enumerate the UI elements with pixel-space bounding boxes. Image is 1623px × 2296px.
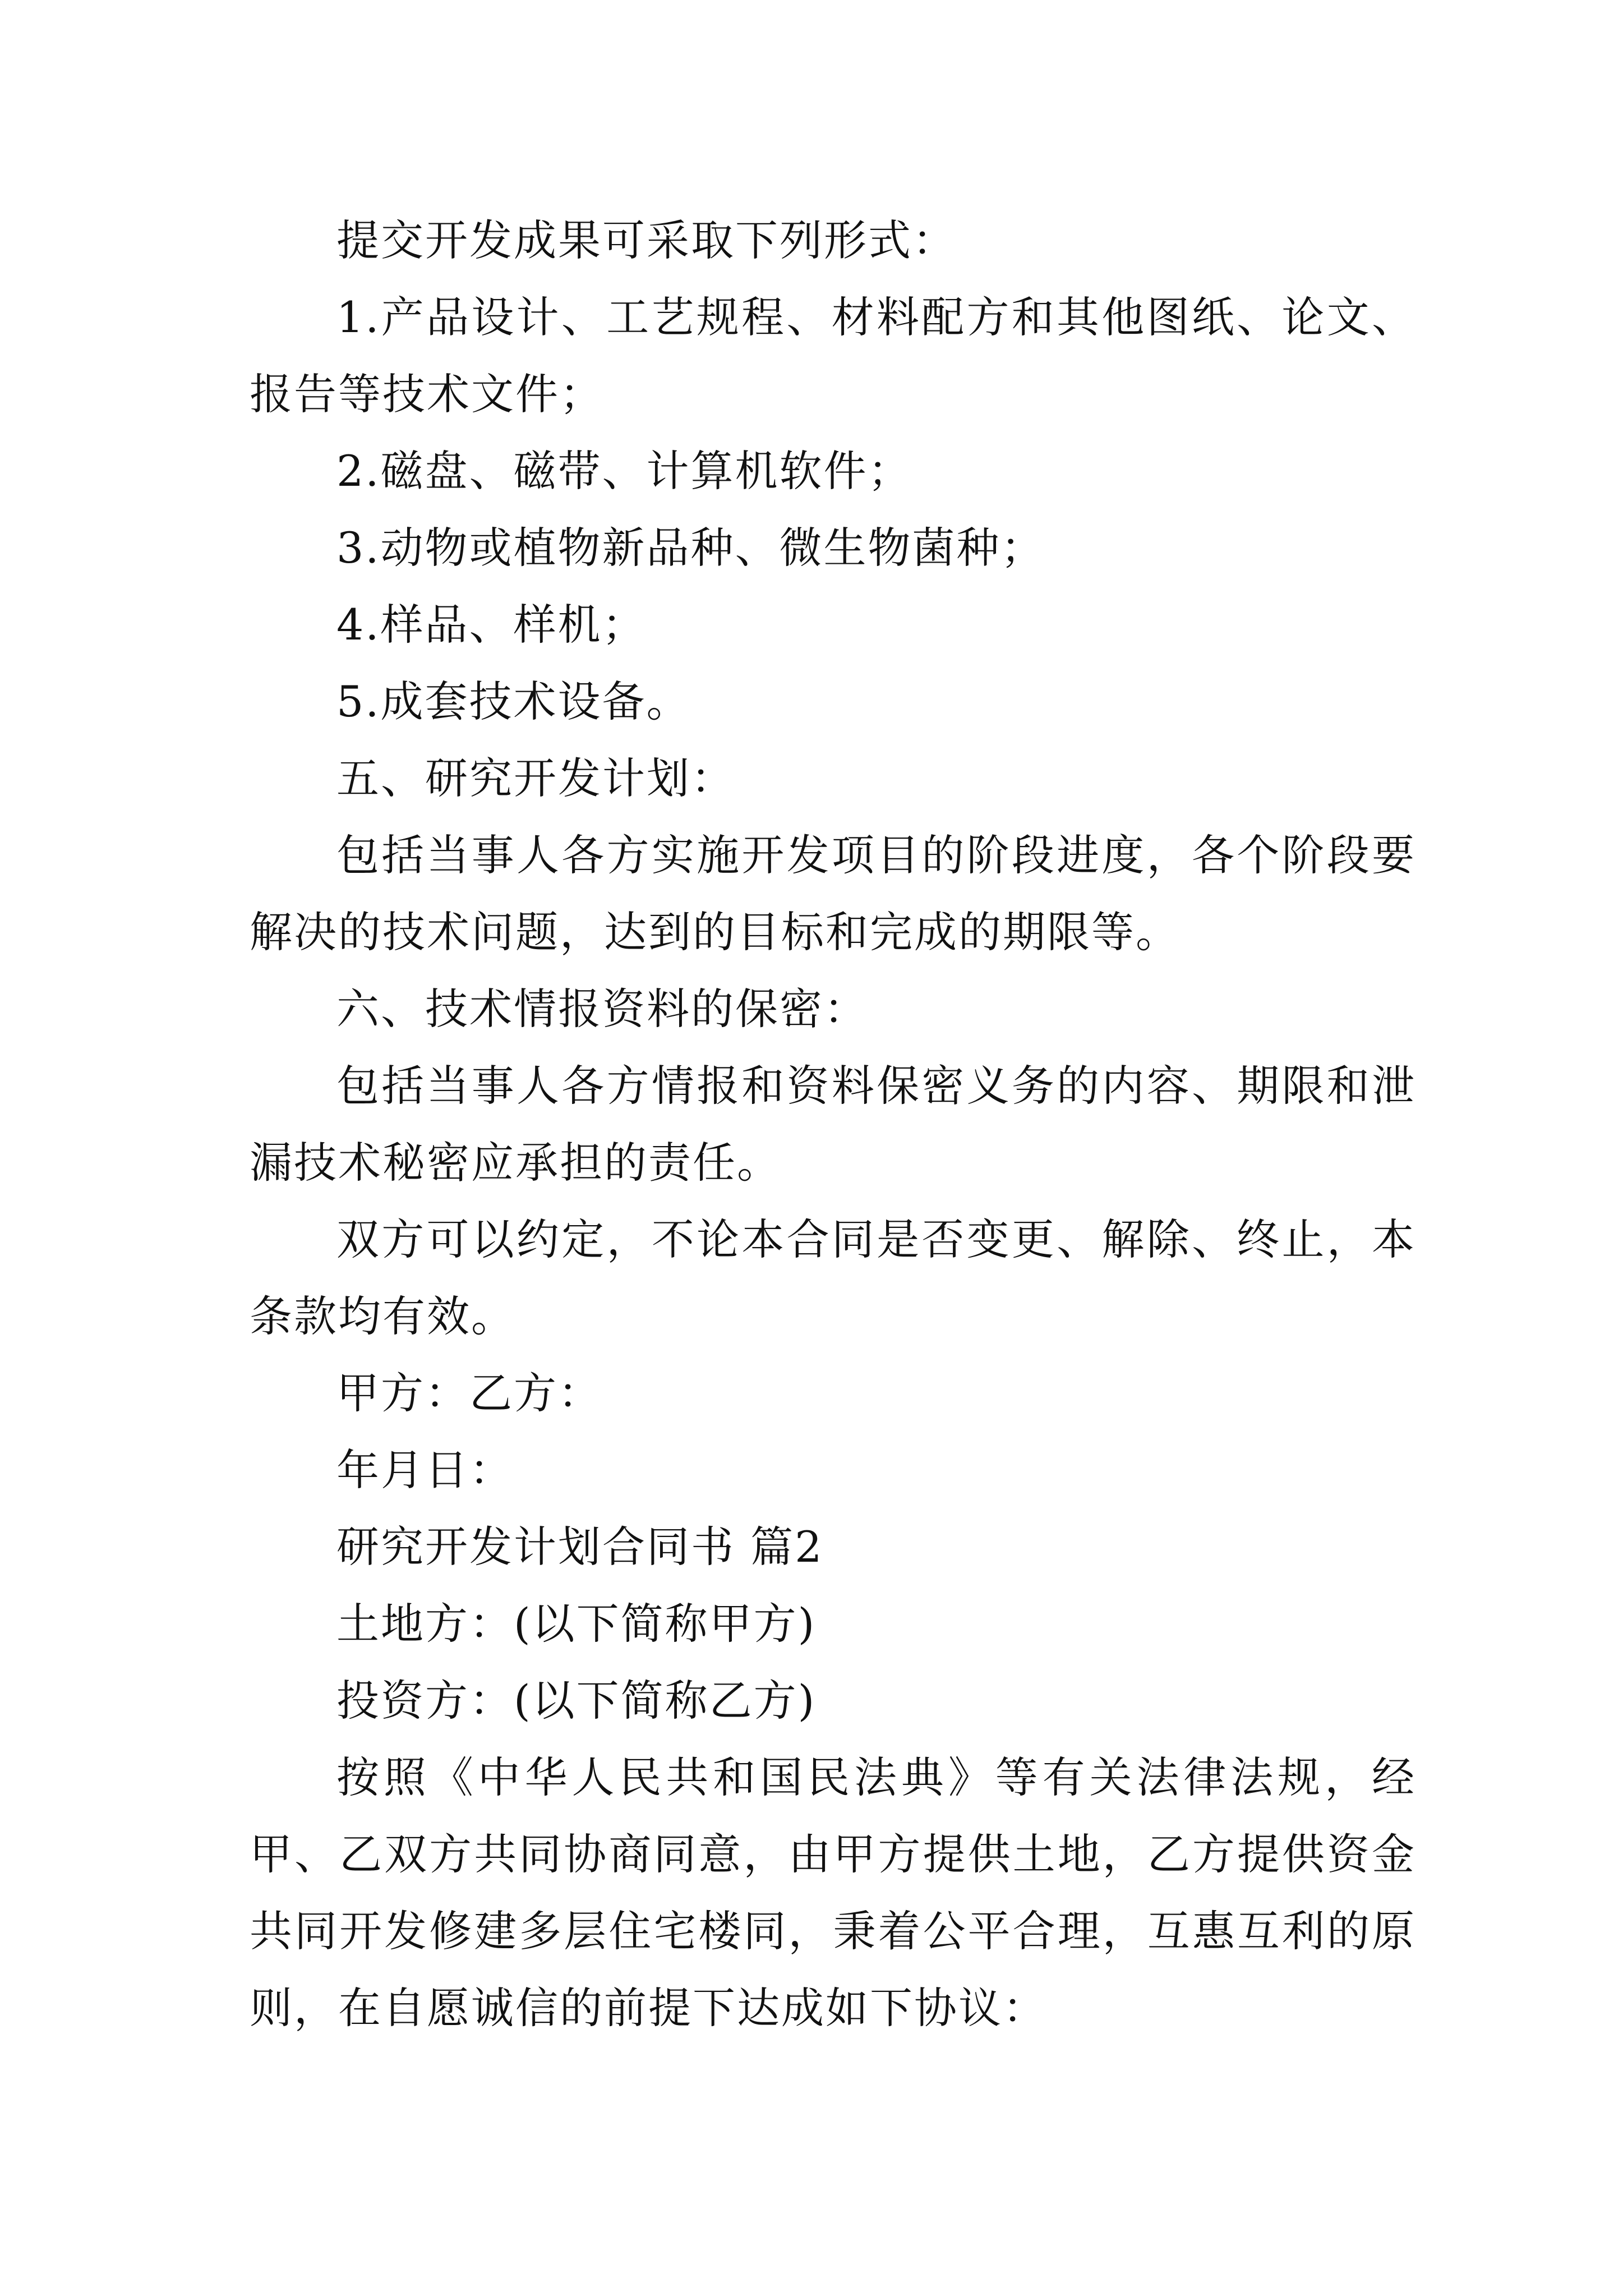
paragraph-form-item-2: 2.磁盘、磁带、计算机软件； xyxy=(336,446,912,496)
paragraph-deliverable-forms-intro: 提交开发成果可采取下列形式： xyxy=(336,215,957,265)
section-heading-confidentiality: 六、技术情报资料的保密： xyxy=(336,984,868,1034)
contract-part-title: 研究开发计划合同书 篇2 xyxy=(336,1522,824,1572)
paragraph-form-item-3: 3.动物或植物新品种、微生物菌种； xyxy=(336,523,1045,573)
date-line: 年月日： xyxy=(336,1445,514,1495)
party-investor-line: 投资方：(以下简称乙方) xyxy=(336,1676,817,1726)
paragraph-form-item-4: 4.样品、样机； xyxy=(336,600,647,650)
paragraph-agreement-preamble: 按照《中华人民共和国民法典》等有关法律法规，经甲、乙双方共同协商同意，由甲方提供土地，乙方提供资金共同开发修建多层住宅楼同，秉着公平合理，互惠互利的原则，在自愿诚信的前提下达成如下协议： xyxy=(250,1752,1416,2033)
signature-parties-line: 甲方：乙方： xyxy=(336,1368,602,1418)
paragraph-validity-clause: 双方可以约定，不论本合同是否变更、解除、终止，本条款均有效。 xyxy=(250,1214,1416,1341)
document-body xyxy=(250,202,1416,2046)
paragraph-rd-plan-body: 包括当事人各方实施开发项目的阶段进度，各个阶段要解决的技术问题，达到的目标和完成的期限等。 xyxy=(250,830,1416,957)
paragraph-confidentiality-body: 包括当事人各方情报和资料保密义务的内容、期限和泄漏技术秘密应承担的责任。 xyxy=(250,1061,1416,1188)
party-land-line: 土地方：(以下简称甲方) xyxy=(336,1599,817,1649)
paragraph-form-item-5: 5.成套技术设备。 xyxy=(336,677,691,726)
paragraph-form-item-1: 1.产品设计、工艺规程、材料配方和其他图纸、论文、报告等技术文件； xyxy=(250,292,1416,419)
section-heading-rd-plan: 五、研究开发计划： xyxy=(336,753,735,803)
